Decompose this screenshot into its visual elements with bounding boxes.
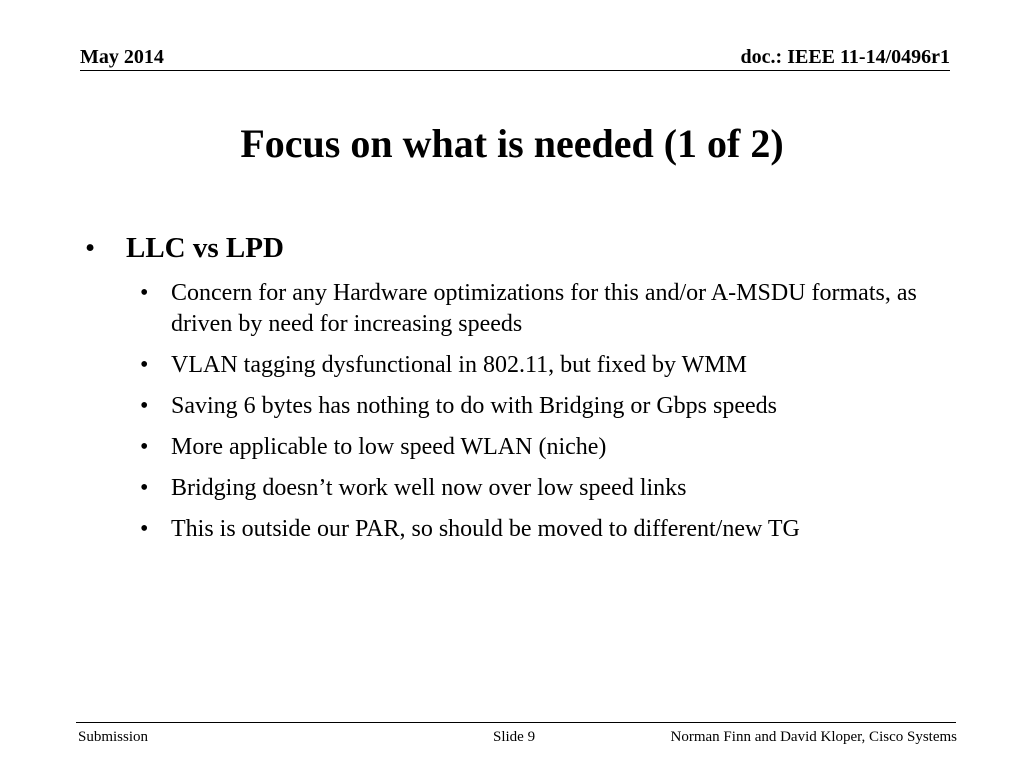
sub-bullet-text: VLAN tagging dysfunctional in 802.11, but fixed by WMM [171, 352, 747, 378]
header-date: May 2014 [80, 46, 164, 68]
sub-bullet-text: Bridging doesn’t work well now over low speed links [171, 475, 687, 501]
sub-bullet-text: More applicable to low speed WLAN (niche) [171, 434, 607, 460]
bullet-glyph: • [140, 516, 149, 542]
bullet-glyph: • [140, 280, 149, 306]
footer-authors: Norman Finn and David Kloper, Cisco Systems [670, 729, 957, 745]
sub-bullet-item [85, 350, 965, 381]
sub-bullet-item [85, 432, 965, 463]
slide-title: Focus on what is needed (1 of 2) [240, 121, 784, 166]
sub-bullet-text: This is outside our PAR, so should be moved to different/new TG [171, 516, 800, 542]
footer-slide-number: Slide 9 [493, 729, 536, 745]
sub-bullet-text: Saving 6 bytes has nothing to do with Bridging or Gbps speeds [171, 393, 777, 419]
bullet-text: LLC vs LPD [126, 232, 284, 264]
bullet-item [85, 228, 965, 268]
sub-bullet-item [85, 514, 965, 545]
bullet-glyph: • [140, 434, 149, 460]
footer-divider [76, 722, 956, 723]
bullet-glyph: • [85, 232, 96, 264]
slide-header [80, 44, 950, 71]
sub-bullet-list [85, 278, 965, 545]
bullet-glyph: • [140, 352, 149, 378]
sub-bullet-text: Concern for any Hardware optimizations for this and/or A-MSDU formats, as driven by need for increasing speeds [171, 280, 917, 337]
slide-body [85, 228, 965, 555]
bullet-glyph: • [140, 475, 149, 501]
sub-bullet-item [85, 278, 965, 340]
bullet-glyph: • [140, 393, 149, 419]
header-doc-id: doc.: IEEE 11-14/0496r1 [740, 46, 950, 68]
sub-bullet-item [85, 473, 965, 504]
sub-bullet-item [85, 391, 965, 422]
footer-submission: Submission [78, 729, 149, 745]
